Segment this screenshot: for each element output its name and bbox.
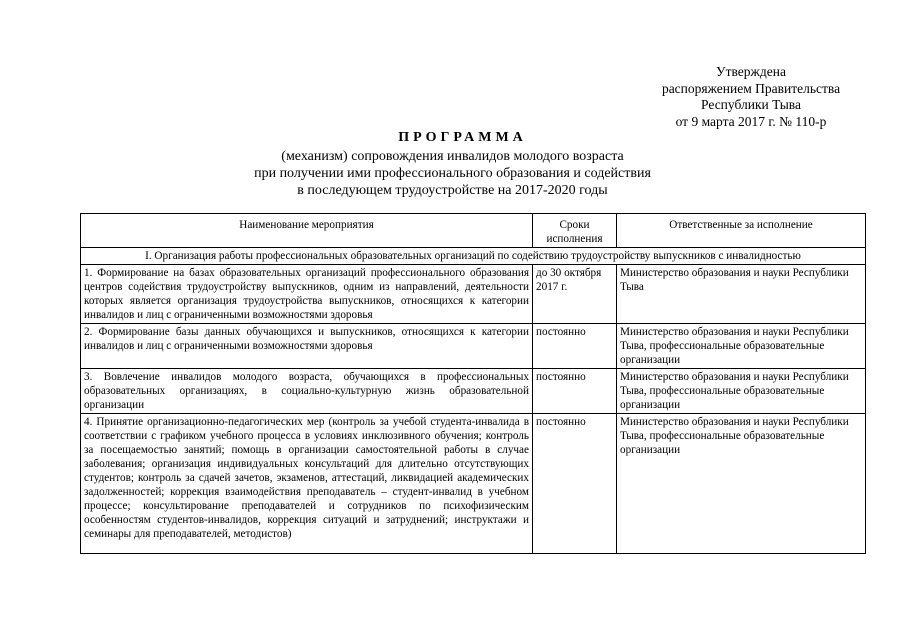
- measure-deadline: постоянно: [533, 414, 617, 554]
- approval-line: Утверждена: [716, 64, 786, 79]
- subtitle-line: в последующем трудоустройстве на 2017-2020 годы: [297, 183, 608, 198]
- measure-name: 3. Вовлечение инвалидов молодого возраста, обучающихся в профессиональных образовательных организациях, в социально-культурную жизнь образовательной организации: [81, 369, 533, 414]
- subtitle-line: при получении ими профессионального образования и содействия: [254, 166, 651, 181]
- subtitle-line: (механизм) сопровождения инвалидов молодого возраста: [281, 149, 624, 164]
- program-subtitle: [0, 148, 905, 199]
- measures-table: [80, 213, 866, 554]
- measure-name: 1. Формирование на базах образовательных организаций профессионального образования центров содействия трудоустройству выпускников, одним из направлений, деятельности которых является организация трудоустройства выпускников, относящихся к категории инвалидов и лиц с ограниченными возможностями здоровья: [81, 265, 533, 324]
- program-title: ПРОГРАММА: [398, 130, 527, 145]
- approval-line: Республики Тыва: [701, 97, 801, 112]
- measure-name: 2. Формирование базы данных обучающихся и выпускников, относящихся к категории инвалидов и лиц с ограниченными возможностями здоровья: [81, 324, 533, 369]
- table-row: [81, 369, 866, 414]
- header-name: Наименование мероприятия: [81, 214, 533, 248]
- measure-responsible: Министерство образования и науки Республики Тыва, профессиональные образовательные организации: [617, 369, 866, 414]
- measure-name: 4. Принятие организационно-педагогических мер (контроль за учебой студента-инвалида в соответствии с графиком учебного процесса в условиях инклюзивного обучения; контроль за посещаемостью занятий; помощь в организации самостоятельной работы в случае заболевания; организация индивидуальных консультаций для длительно отсутствующих студентов; контроль за сдачей зачетов, экзаменов, аттестаций, ликвидацией академических задолженностей; коррекция взаимодействия преподаватель – студент-инвалид в учебном процессе; консультирование преподавателей и сотрудников по психофизическим особенностям студентов-инвалидов, коррекция ситуаций и затруднений; инструктажи и семинары для преподавателей, методистов): [81, 414, 533, 554]
- measure-responsible: Министерство образования и науки Республики Тыва, профессиональные образовательные организации: [617, 414, 866, 554]
- measure-responsible: Министерство образования и науки Республики Тыва: [617, 265, 866, 324]
- approval-stamp: [631, 64, 871, 130]
- table-row: [81, 265, 866, 324]
- approval-line: от 9 марта 2017 г. № 110-р: [675, 113, 827, 129]
- approval-line: распоряжением Правительства: [661, 80, 841, 96]
- measure-deadline: до 30 октября 2017 г.: [533, 265, 617, 324]
- header-responsible: Ответственные за исполнение: [617, 214, 866, 248]
- measure-responsible: Министерство образования и науки Республики Тыва, профессиональные образовательные организации: [617, 324, 866, 369]
- measure-deadline: постоянно: [533, 369, 617, 414]
- section-row: [81, 248, 866, 265]
- header-deadline: Сроки исполнения: [533, 214, 617, 248]
- table-row: [81, 324, 866, 369]
- table-row: [81, 414, 866, 554]
- section-title: I. Организация работы профессиональных образовательных организаций по содействию трудоустройству выпускников с инвалидностью: [81, 248, 866, 265]
- measure-deadline: постоянно: [533, 324, 617, 369]
- table-header-row: [81, 214, 866, 248]
